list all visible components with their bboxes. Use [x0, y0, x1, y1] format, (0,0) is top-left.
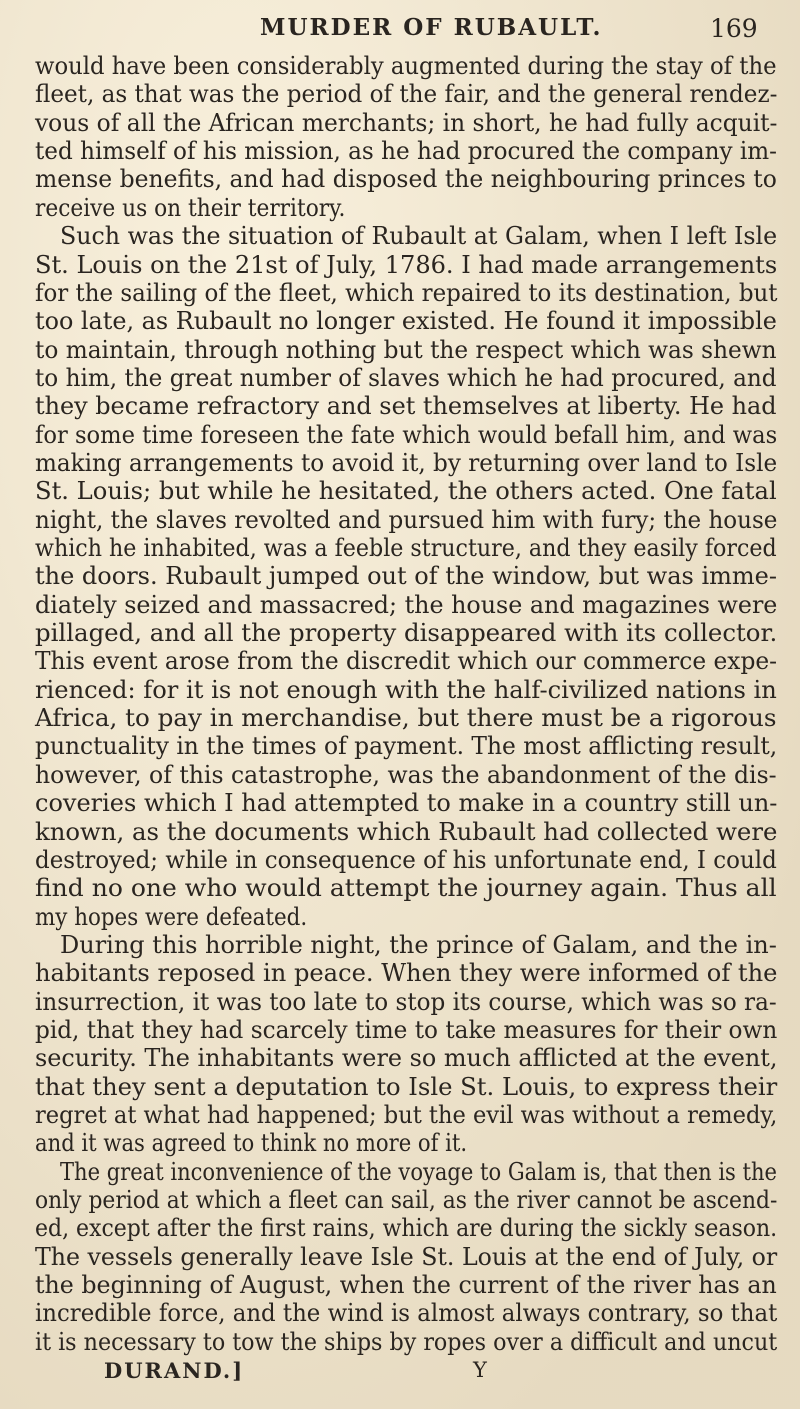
text-line: habitants reposed in peace. When they were informed of the: [35, 959, 778, 988]
text-line: the doors. Rubault jumped out of the window, but was imme-: [35, 562, 777, 591]
running-head: [0, 6, 800, 46]
text-line: which he inhabited, was a feeble structure, and they easily forced: [35, 534, 777, 562]
text-line: pillaged, and all the property disappeared with its collector.: [35, 619, 778, 647]
text-line: pid, that they had scarcely time to take measures for their own: [35, 1015, 778, 1044]
text-line: coveries which I had attempted to make in a country still un-: [35, 789, 778, 818]
text-line: During this horrible night, the prince of Galam, and the in-: [60, 930, 777, 959]
page-number: 169: [710, 14, 758, 43]
text-line: it is necessary to tow the ships by ropes over a difficult and uncut: [35, 1327, 778, 1356]
text-line: the beginning of August, when the current of the river has an: [35, 1271, 777, 1299]
text-line: known, as the documents which Rubault had collected were: [35, 817, 778, 846]
text-line: night, the slaves revolted and pursued him with fury; the house: [35, 505, 778, 534]
text-line: punctuality in the times of payment. The most afflicting result,: [35, 732, 778, 761]
page-footer: [0, 1358, 800, 1390]
text-line: vous of all the African merchants; in short, he had fully acquit-: [35, 108, 778, 137]
text-line: ted himself of his mission, as he had procured the company im-: [35, 137, 777, 166]
text-line: St. Louis on the 21st of July, 1786. I had made arrangements: [35, 250, 778, 279]
text-line: making arrangements to avoid it, by returning over land to Isle: [35, 448, 778, 477]
text-line: Such was the situation of Rubault at Galam, when I left Isle: [60, 222, 778, 251]
running-title: MURDER OF RUBAULT.: [260, 14, 603, 41]
text-line: that they sent a deputation to Isle St. Louis, to express their: [35, 1072, 778, 1101]
text-line: security. The inhabitants were so much afflicted at the event,: [35, 1044, 778, 1073]
text-line: destroyed; while in consequence of his unfortunate end, I could: [35, 845, 777, 874]
text-line: mense benefits, and had disposed the neighbouring princes to: [35, 165, 777, 194]
signature-mark: DURAND.]: [104, 1358, 245, 1383]
text-line: incredible force, and the wind is almost always contrary, so that: [35, 1299, 778, 1328]
text-line: Africa, to pay in merchandise, but there must be a rigorous: [35, 704, 777, 733]
text-line: they became refractory and set themselves at liberty. He had: [35, 392, 777, 421]
text-line: only period at which a fleet can sail, as the river cannot be ascend-: [35, 1186, 778, 1214]
text-line: insurrection, it was too late to stop its course, which was so ra-: [35, 987, 777, 1016]
text-line: to maintain, through nothing but the respect which was shewn: [35, 335, 777, 364]
text-line: to him, the great number of slaves which he had procured, and: [35, 363, 777, 392]
text-line: receive us on their territory.: [35, 193, 346, 222]
text-line: rienced: for it is not enough with the half-civilized nations in: [35, 675, 777, 704]
text-line: diately seized and massacred; the house and magazines were: [35, 590, 778, 619]
sheet-signature-letter: Y: [473, 1358, 487, 1382]
text-line: find no one who would attempt the journey again. Thus all: [35, 874, 777, 903]
text-line: and it was agreed to think no more of it.: [35, 1129, 468, 1158]
text-line: for the sailing of the fleet, which repaired to its destination, but: [35, 278, 778, 307]
text-line: regret at what had happened; but the evil was without a remedy,: [35, 1101, 778, 1129]
text-line: The vessels generally leave Isle St. Louis at the end of July, or: [35, 1242, 778, 1271]
text-line: St. Louis; but while he hesitated, the others acted. One fatal: [35, 477, 777, 506]
text-line: however, of this catastrophe, was the abandonment of the dis-: [35, 760, 777, 789]
text-line: The great inconvenience of the voyage to Galam is, that then is the: [60, 1157, 777, 1186]
text-line: fleet, as that was the period of the fair, and the general rendez-: [35, 80, 778, 109]
text-line: too late, as Rubault no longer existed. He found it impossible: [35, 307, 777, 336]
text-line: would have been considerably augmented during the stay of the: [35, 52, 777, 80]
text-line: This event arose from the discredit which our commerce expe-: [35, 647, 778, 676]
text-line: my hopes were defeated.: [35, 902, 308, 931]
text-line: ed, except after the first rains, which are during the sickly season.: [35, 1214, 778, 1243]
text-line: for some time foreseen the fate which would befall him, and was: [35, 420, 778, 449]
